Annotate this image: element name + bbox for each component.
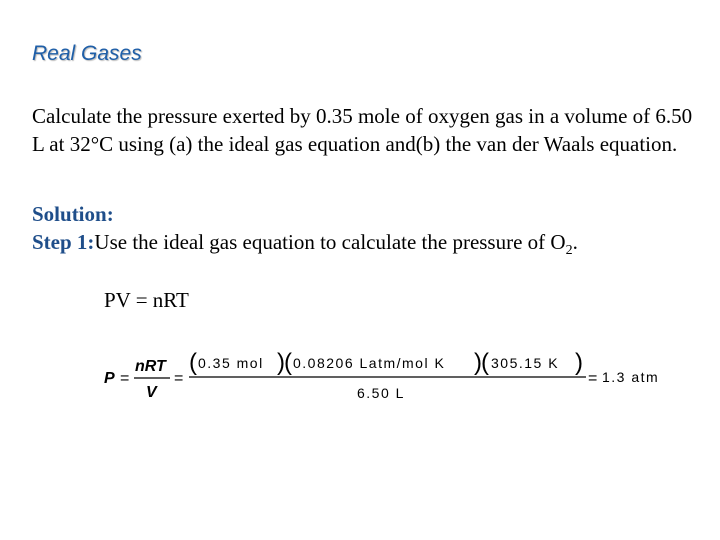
denominator-value: 6.50 L — [357, 385, 405, 401]
equals-1: = — [120, 370, 130, 387]
step-subscript: 2 — [565, 243, 573, 258]
paren-open-1: ( — [189, 349, 197, 376]
lhs-p: P — [104, 370, 115, 387]
nrt-numerator: nRT — [135, 358, 166, 375]
step-end: . — [572, 230, 578, 254]
numerator-term-1: 0.35 mol — [198, 355, 264, 371]
solution-heading: Solution: — [32, 202, 114, 226]
step-text: Use the ideal gas equation to calculate the pressure of O — [94, 230, 566, 254]
equals-2: = — [174, 370, 184, 387]
numerator-term-2: 0.08206 Latm/mol K — [293, 355, 446, 371]
v-denominator: V — [146, 384, 157, 401]
paren-close-3: ) — [575, 349, 583, 376]
slide-title: Real Gases — [32, 42, 142, 65]
paren-open-3: ( — [481, 349, 489, 376]
pressure-calculation — [100, 344, 680, 408]
equals-3: = — [588, 370, 598, 387]
step-label: Step 1: — [32, 230, 95, 254]
paren-close-2: ) — [474, 349, 482, 376]
pv-nrt-equation: PV = nRT — [104, 288, 189, 312]
result-value: 1.3 atm — [602, 369, 660, 385]
step-1-line — [32, 228, 712, 260]
solution-block — [32, 200, 712, 260]
paren-close-1: ) — [277, 349, 285, 376]
paren-open-2: ( — [284, 349, 292, 376]
problem-statement: Calculate the pressure exerted by 0.35 mole of oxygen gas in a volume of 6.50 L at 32°C using (a) the ideal gas equation and(b) the van der Waals equation. — [32, 104, 693, 156]
numerator-term-3: 305.15 K — [491, 355, 560, 371]
